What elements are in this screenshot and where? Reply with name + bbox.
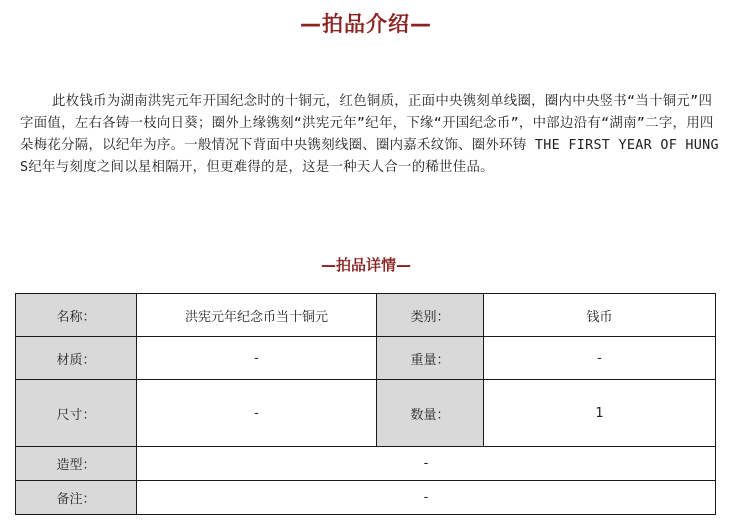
shape-value: - [137, 447, 716, 481]
table-row [16, 380, 716, 447]
size-label: 尺寸： [16, 380, 137, 447]
material-label: 材质： [16, 337, 137, 380]
details-title: —拍品详情— [320, 256, 411, 274]
shape-label: 造型： [16, 447, 137, 481]
details-table [15, 293, 716, 515]
table-row [16, 337, 716, 380]
item-description: 此枚钱币为湖南洪宪元年开国纪念时的十铜元，红色铜质，正面中央镌刻单线圈，圈内中央竖书“当十铜元”四字面值，左右各铸一枝向日葵；圈外上缘镌刻“洪宪元年”纪年，下缘“开国纪念币”，中部边沿有“湖南”二字，用四朵梅花分隔，以纪年为序。一般情况下背面中央镌刻线圈、圈内嘉禾纹饰、圈外环铸 THE FIRST YEAR OF HUNG S纪年与刻度之间以星相隔开，但更难得的是，这是一种天人合一的稀世佳品。 [20, 94, 719, 175]
name-label: 名称： [16, 294, 137, 337]
table-row [16, 481, 716, 515]
table-row [16, 294, 716, 337]
intro-title: —拍品介绍— [300, 12, 432, 36]
name-value: 洪宪元年纪念币当十铜元 [137, 294, 377, 337]
table-row [16, 447, 716, 481]
size-value: - [137, 380, 377, 447]
quantity-value: 1 [484, 380, 716, 447]
remarks-value: - [137, 481, 716, 515]
weight-label: 重量： [377, 337, 484, 380]
material-value: - [137, 337, 377, 380]
weight-value: - [484, 337, 716, 380]
remarks-label: 备注： [16, 481, 137, 515]
category-label: 类别： [377, 294, 484, 337]
quantity-label: 数量： [377, 380, 484, 447]
category-value: 钱币 [484, 294, 716, 337]
